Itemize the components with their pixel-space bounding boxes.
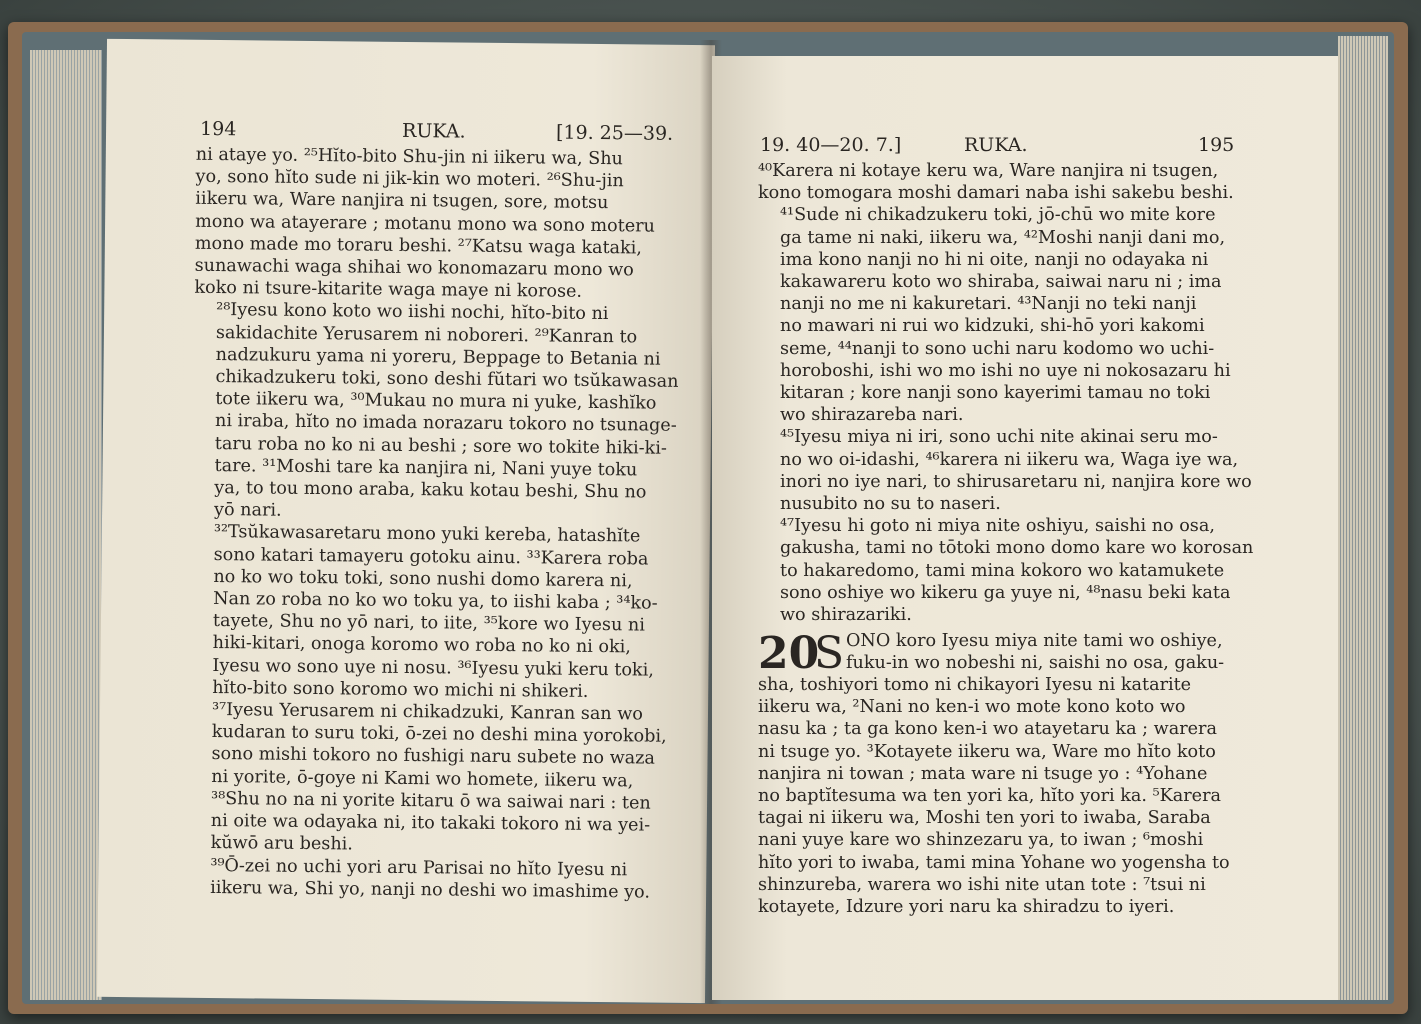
text-line: nasu ka ; ta ga kono ken-i wo atayetaru ka ; warera [758,719,1217,740]
text-line: Nan zo roba no ko wo toku ya, to iishi kaba ; ³⁴ko- [213,589,658,614]
running-title: RUKA. [964,134,1028,156]
text-line: ⁴⁷Iyesu hi goto ni miya nite oshiyu, saishi no osa, [780,516,1215,537]
text-line: to hakaredomo, tami mina kokoro wo katamukete [780,560,1225,581]
text-line: iikeru wa, ²Nani no ken-i wo mote kono koto wo [758,697,1186,718]
text-line: ²⁸Iyesu kono koto wo iishi nochi, hĭto-bito ni [216,300,609,325]
text-line: ni ataye yo. ²⁵Hĭto-bito Shu-jin ni iikeru wa, Shu [195,144,624,170]
right-page-header [712,132,1338,158]
text-line: iikeru wa, Shi yo, nanji no deshi wo imashime yo. [210,877,651,903]
text-line: no wo oi-idashi, ⁴⁶karera ni iikeru wa, Waga iye wa, [780,449,1239,470]
text-line: kono tomogara moshi damari naba ishi sakebu beshi. [758,183,1234,204]
paragraph [188,854,666,903]
text-line: nusubito no su to naseri. [780,494,1001,515]
text-line: no ko wo toku toki, sono nushi domo karera ni, [213,566,633,592]
page-number: 194 [199,117,237,141]
text-line: ³⁸Shu no na ni yorite kitaru ō wa saiwai nari : ten [210,788,651,814]
chapter-range: [19. 25—39. [555,121,674,145]
text-line: inori no iye nari, to shirusaretaru ni, nanjira kore wo [780,471,1252,492]
text-line: taru roba no ko ni au beshi ; sore wo tokite hiki-ki- [214,433,667,459]
chapter-range: 19. 40—20. 7.] [760,134,902,156]
text-line: wo shirazareba nari. [780,405,964,426]
text-line: Iyesu wo sono uye ni nosu. ³⁶Iyesu yuki keru toki, [212,655,654,681]
text-line: no mawari ni rui wo kidzuki, shi-hō yori kakomi [780,316,1205,337]
text-line: ⁴⁵Iyesu miya ni iri, sono uchi nite akinai seru mo- [780,427,1218,448]
text-line: sono katari tamayeru gotoku ainu. ³³Karera roba [213,544,649,570]
paragraph [758,515,1254,626]
text-line: ONO koro Iyesu miya nite tami wo oshiye, [846,631,1223,651]
text-line: tote iikeru wa, ³⁰Mukau no mura ni yuke, kashĭko [215,389,657,414]
text-line: ⁴¹Sude ni chikadzukeru toki, jō-chū wo mite kore [780,205,1216,226]
paragraph [188,699,668,859]
text-line: shinzureba, warera wo ishi nite utan tote : ⁷tsui ni [758,874,1206,895]
chapter-number: 20 [758,628,820,679]
text-line: hiki-kitari, onoga koromo wo roba no ko ni oki, [212,633,632,658]
text-line: ³⁹Ō-zei no uchi yori aru Parisai no hĭto Iyesu ni [210,855,628,880]
text-line: kakawareru koto wo shiraba, saiwai naru ni ; ima [780,272,1222,293]
running-title: RUKA. [401,119,466,143]
text-line: ³⁷Iyesu Yerusarem ni chikadzuki, Kanran san wo [211,700,644,725]
text-line: ⁴⁰Karera ni kotaye keru wa, Ware nanjira ni tsugen, [758,161,1219,181]
left-page-text [188,144,679,904]
text-line: mono wa atayerare ; motanu mono wa sono moteru [195,211,656,237]
text-line: fuku-in wo nobeshi ni, saishi no osa, gaku- [846,653,1225,674]
paragraph [758,426,1252,515]
text-line: ga tame ni naki, iikeru wa, ⁴²Moshi nanji dani mo, [780,227,1226,248]
text-line: ima kono nanji no hi ni oite, nanji no odayaka ni [780,249,1209,270]
chapter-body [758,674,1232,918]
text-line: tayete, Shu no yō nari, to iite, ³⁵kore wo Iyesu ni [212,611,646,636]
text-line: gakusha, tami no tōtoki mono domo kare wo korosan [780,538,1254,559]
text-line: ni iraba, hĭto no imada norazaru tokoro no tsunage- [214,411,677,437]
left-page-header [106,115,714,147]
text-line: no baptĭtesuma wa ten yori ka, hĭto yori ka. ⁵Karera [758,786,1221,807]
text-line: seme, ⁴⁴nanji to sono uchi naru kodomo wo uchi- [780,338,1215,359]
text-line: sakidachite Yerusarem ni noboreri. ²⁹Kanran to [215,322,638,348]
drop-cap-letter: S [814,628,845,679]
text-line: yō nari. [213,500,282,521]
chapter-first-lines [846,630,1232,674]
text-line: koko ni tsure-kitarite waga maye ni korose. [194,277,583,303]
text-line: hĭto-bito sono koromo wo michi ni shikeri. [212,677,589,702]
text-line: hĭto yori to iwaba, tami mina Yohane wo yogensha to [758,852,1230,873]
text-line: nanji no me ni kakuretari. ⁴³Nanji no teki nanji [780,294,1197,315]
page-edges-right [1338,36,1388,1000]
text-line: nadzukuru yama ni yoreru, Beppage to Betania ni [215,344,661,370]
text-line: kitaran ; kore nanji sono kayerimi tamau no toki [780,383,1211,404]
text-line: iikeru wa, Ware nanjira ni tsugen, sore, motsu [195,189,609,214]
paragraph [194,144,674,304]
text-line: nani yuye kare wo shinzezaru ya, to iwan ; ⁶moshi [758,830,1204,851]
text-line: sunawachi waga shihai wo konomazaru mono wo [194,255,634,281]
text-line: sono oshiye wo kikeru ga yuye ni, ⁴⁸nasu beki kata [780,582,1231,603]
paragraph [192,299,679,526]
text-line: chikadzukeru toki, sono deshi fŭtari wo tsŭkawasan [215,367,679,392]
text-line: sha, toshiyori tomo ni chikayori Iyesu ni katarite [758,675,1192,695]
text-line: ³²Tsŭkawasaretaru mono yuki kereba, hatashĭte [213,522,641,547]
right-page-text [758,160,1254,626]
text-line: ni oite wa odayaka ni, ito takaki tokoro ni wa yei- [210,811,651,836]
text-line: mono made mo toraru beshi. ²⁷Katsu waga kataki, [194,233,643,259]
left-page [97,39,715,1003]
text-line: wo shirazariki. [780,605,912,626]
text-line: nanjira ni towan ; mata ware ni tsuge yo : ⁴Yohane [758,763,1208,784]
text-line: ni yorite, ō-goye ni Kami wo homete, iikeru wa, [211,766,634,792]
text-line: kudaran to suru toki, ō-zei no deshi mina yorokobi, [211,722,667,748]
page-edges-left [30,50,102,1000]
text-line: kotayete, Idzure yori naru ka shiradzu to iyeri. [758,897,1175,918]
paragraph [758,204,1232,426]
text-line: yo, sono hĭto sude ni jik-kin wo moteri. ²⁶Shu-jin [195,166,624,192]
text-line: tare. ³¹Moshi tare ka nanjira ni, Nani yuye toku [214,455,638,481]
text-line: sono mishi tokoro no fushigi naru subete no waza [211,744,656,770]
paragraph [758,160,1232,204]
paragraph [190,521,670,704]
text-line: ya, to tou mono araba, kaku kotau beshi, Shu no [214,478,647,503]
text-line: horoboshi, ishi wo mo ishi no uye ni nokosazaru hi [780,360,1231,381]
text-line: ni tsuge yo. ³Kotayete iikeru wa, Ware mo hĭto koto [758,741,1216,762]
right-page [712,56,1338,1000]
text-line: tagai ni iikeru wa, Moshi ten yori to iwaba, Saraba [758,808,1211,829]
page-number: 195 [1198,134,1235,156]
text-line: kŭwō aru beshi. [210,833,354,855]
